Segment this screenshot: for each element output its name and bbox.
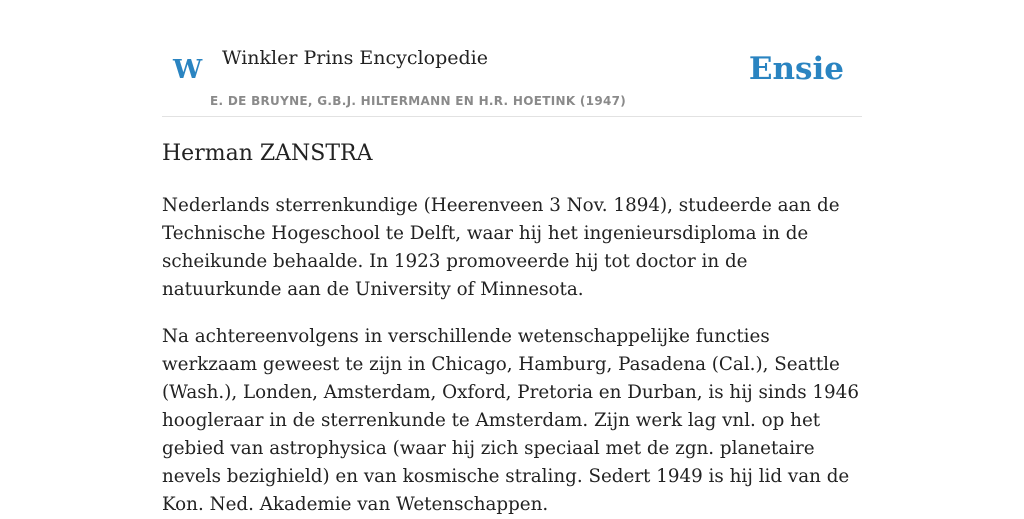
- source-title[interactable]: Winkler Prins Encyclopedie: [222, 47, 488, 69]
- source-authors: E. DE BRUYNE, G.B.J. HILTERMANN EN H.R. HOETINK (1947): [210, 94, 627, 108]
- brand-logo[interactable]: Ensie: [748, 51, 844, 87]
- source-header: [162, 0, 862, 117]
- article-title: Herman ZANSTRA: [162, 141, 373, 166]
- article-paragraph-1: Nederlands sterrenkundige (Heerenveen 3 Nov. 1894), studeerde aan de Technische Hogeschool te Delft, waar hij het ingenieursdiploma in de scheikunde behaalde. In 1923 promoveerde hij tot doctor in de natuurkunde aan de University of Minnesota.: [162, 195, 840, 300]
- article-paragraph-2: Na achtereenvolgens in verschillende wetenschappelijke functies werkzaam geweest te zijn in Chicago, Hamburg, Pasadena (Cal.), Seattle (Wash.), Londen, Amsterdam, Oxford, Pretoria en Durban, is hij sinds 1946 hoogleraar in de sterrenkunde te Amsterdam. Zijn werk lag vnl. op het gebied van astrophysica (waar hij zich speciaal met de zgn. planetaire nevels bezighield) en van kosmische straling. Sedert 1949 is hij lid van de Kon. Ned. Akademie van Wetenschappen.: [162, 326, 859, 515]
- source-logo-icon[interactable]: W: [173, 55, 203, 85]
- article: [162, 138, 862, 519]
